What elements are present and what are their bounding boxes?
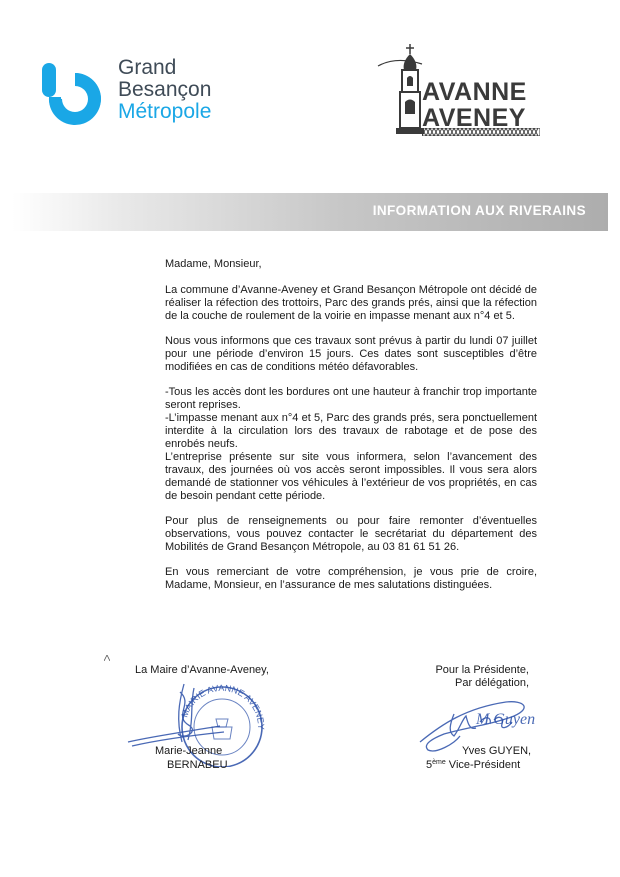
corner-mark-icon (104, 655, 110, 661)
mayor-first-name: Marie-Jeanne (155, 745, 223, 757)
gbm-b-mark-icon (40, 59, 106, 129)
letter-paragraph-access: -Tous les accès dont les bordures ont une hauteur à franchir trop importante seront reprises. (165, 386, 537, 411)
letter-body (165, 258, 537, 592)
delegation-block (423, 664, 529, 692)
lattice-ornament-icon (422, 128, 540, 136)
avanne-aveney-logo (376, 42, 556, 138)
church-tower-icon (376, 42, 426, 138)
letter-greeting: Madame, Monsieur, (165, 258, 262, 270)
president-title: Pour la Présidente, (435, 664, 529, 676)
gbm-wordmark (118, 57, 211, 123)
mayor-last-name: BERNABEU (167, 759, 228, 771)
gbm-line-metropole: Métropole (118, 100, 212, 123)
aveney-wordmark: AVENEY (422, 104, 526, 132)
rank-number: 5 (426, 759, 433, 771)
mayor-signature (124, 682, 244, 748)
gbm-line-grand: Grand (118, 56, 177, 79)
letter-paragraph-contact: Pour plus de renseignements ou pour faire remonter d’éventuelles observations, vous pouvez contacter le secrétariat du département des Mobilités de Grand Besançon Métropole, au 03 81 61 51 26. (165, 515, 537, 553)
vice-president-rank (426, 759, 520, 771)
rank-superscript: ème (432, 759, 446, 766)
rank-label: Vice-Président (445, 759, 521, 771)
banner-title: INFORMATION AUX RIVERAINS (372, 203, 586, 218)
avanne-wordmark: AVANNE (422, 78, 527, 106)
mayor-title: La Maire d’Avanne-Aveney, (135, 664, 269, 676)
letter-paragraph-intro: La commune d’Avanne-Aveney et Grand Besançon Métropole ont décidé de réaliser la réfection des trottoirs, Parc des grands prés, ainsi que la réfection de la couche de roulement de la voirie en impasse menant aux n°4 et 5. (165, 284, 537, 322)
svg-text:MAIRIE AVANNE AVENEY: MAIRIE AVANNE AVENEY (179, 683, 267, 730)
grand-besancon-metropole-logo (40, 55, 240, 135)
letter-paragraph-dates: Nous vous informons que ces travaux sont prévus à partir du lundi 07 juillet pour une période d’environ 15 jours. Ces dates sont susceptibles d’être modifiées en cas de conditions météo défavorables. (165, 335, 537, 373)
vice-president-name: Yves GUYEN, (462, 745, 532, 757)
letter-paragraph-impasse: -L’impasse menant aux n°4 et 5, Parc des grands prés, sera ponctuellement interdite à la circulation lors des travaux de rabotage et de pose des enrobés neufs. (165, 412, 537, 450)
letter-paragraph-company: L’entreprise présente sur site vous informera, selon l’avancement des travaux, des journées où vos accès seront impossibles. Il vous sera alors demandé de stationner vos véhicules à l’extérieur de vos propriétés, en cas de besoin pendant cette période. (165, 451, 537, 502)
delegation-label: Par délégation, (455, 677, 529, 689)
information-banner (12, 193, 608, 231)
gbm-line-besancon: Besançon (118, 78, 212, 101)
letter-paragraph-closing: En vous remerciant de votre compréhension, je vous prie de croire, Madame, Monsieur, en l’assurance de mes salutations distinguées. (165, 566, 537, 591)
signature-handwriting: M Guyen (476, 711, 536, 728)
